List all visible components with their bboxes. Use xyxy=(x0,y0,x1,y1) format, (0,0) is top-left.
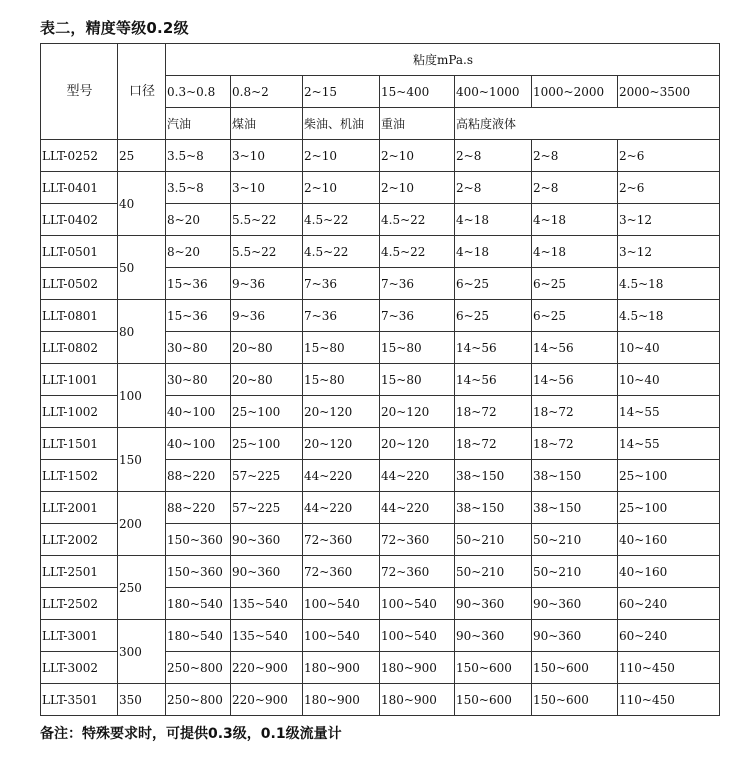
model-cell: LLT-1502 xyxy=(41,460,118,492)
flow-range-cell: 150~600 xyxy=(532,684,618,716)
flow-range-cell: 220~900 xyxy=(231,684,303,716)
table-row xyxy=(41,364,720,396)
flow-range-cell: 20~120 xyxy=(380,428,455,460)
flow-range-cell: 25~100 xyxy=(231,396,303,428)
flow-range-cell: 14~56 xyxy=(532,364,618,396)
table-row xyxy=(41,236,720,268)
viscosity-range: 15~400 xyxy=(380,76,455,108)
flow-range-cell: 4.5~18 xyxy=(618,268,720,300)
viscosity-range: 1000~2000 xyxy=(532,76,618,108)
flow-range-cell: 6~25 xyxy=(532,268,618,300)
model-cell: LLT-2002 xyxy=(41,524,118,556)
model-cell: LLT-1002 xyxy=(41,396,118,428)
viscosity-range: 2~15 xyxy=(303,76,380,108)
table-row xyxy=(41,428,720,460)
flow-range-cell: 2~10 xyxy=(303,140,380,172)
flow-range-cell: 8~20 xyxy=(166,204,231,236)
table-row xyxy=(41,556,720,588)
flow-range-cell: 2~8 xyxy=(532,140,618,172)
caliber-cell: 40 xyxy=(118,172,166,236)
flow-range-cell: 250~800 xyxy=(166,652,231,684)
caliber-cell: 350 xyxy=(118,684,166,716)
flow-range-cell: 3~12 xyxy=(618,204,720,236)
flow-range-cell: 15~36 xyxy=(166,300,231,332)
flow-range-cell: 20~120 xyxy=(303,428,380,460)
flow-range-cell: 150~600 xyxy=(455,652,532,684)
caliber-cell: 25 xyxy=(118,140,166,172)
model-cell: LLT-0501 xyxy=(41,236,118,268)
flow-range-cell: 180~540 xyxy=(166,620,231,652)
flow-range-cell: 18~72 xyxy=(532,396,618,428)
flow-range-cell: 14~55 xyxy=(618,396,720,428)
flow-range-cell: 90~360 xyxy=(231,556,303,588)
flow-range-cell: 60~240 xyxy=(618,620,720,652)
flow-range-cell: 4.5~22 xyxy=(303,236,380,268)
flow-range-cell: 15~36 xyxy=(166,268,231,300)
flow-range-cell: 88~220 xyxy=(166,492,231,524)
viscosity-range: 0.8~2 xyxy=(231,76,303,108)
flow-range-cell: 38~150 xyxy=(455,492,532,524)
flow-range-cell: 2~6 xyxy=(618,172,720,204)
flow-range-cell: 100~540 xyxy=(303,620,380,652)
flow-range-cell: 180~900 xyxy=(380,652,455,684)
flow-range-cell: 4~18 xyxy=(532,236,618,268)
model-cell: LLT-0801 xyxy=(41,300,118,332)
flow-range-cell: 3~10 xyxy=(231,172,303,204)
flow-range-cell: 25~100 xyxy=(618,492,720,524)
flow-range-cell: 110~450 xyxy=(618,684,720,716)
flow-range-cell: 25~100 xyxy=(618,460,720,492)
flow-range-cell: 2~8 xyxy=(532,172,618,204)
caliber-cell: 80 xyxy=(118,300,166,364)
flow-range-cell: 6~25 xyxy=(455,268,532,300)
flowmeter-spec-table xyxy=(40,43,720,716)
flow-range-cell: 14~55 xyxy=(618,428,720,460)
flow-range-cell: 40~160 xyxy=(618,556,720,588)
flow-range-cell: 57~225 xyxy=(231,460,303,492)
caliber-cell: 300 xyxy=(118,620,166,684)
flow-range-cell: 150~600 xyxy=(455,684,532,716)
flow-range-cell: 90~360 xyxy=(532,588,618,620)
flow-range-cell: 2~10 xyxy=(303,172,380,204)
medium-label: 煤油 xyxy=(231,108,303,140)
model-cell: LLT-0502 xyxy=(41,268,118,300)
flow-range-cell: 40~160 xyxy=(618,524,720,556)
flow-range-cell: 5.5~22 xyxy=(231,236,303,268)
flow-range-cell: 88~220 xyxy=(166,460,231,492)
flow-range-cell: 20~80 xyxy=(231,332,303,364)
table-row xyxy=(41,172,720,204)
flow-range-cell: 2~8 xyxy=(455,140,532,172)
flow-range-cell: 150~360 xyxy=(166,524,231,556)
flow-range-cell: 3~12 xyxy=(618,236,720,268)
flow-range-cell: 18~72 xyxy=(532,428,618,460)
flow-range-cell: 10~40 xyxy=(618,364,720,396)
flow-range-cell: 3.5~8 xyxy=(166,172,231,204)
model-cell: LLT-1001 xyxy=(41,364,118,396)
flow-range-cell: 90~360 xyxy=(455,588,532,620)
model-cell: LLT-3501 xyxy=(41,684,118,716)
viscosity-range: 2000~3500 xyxy=(618,76,720,108)
flow-range-cell: 100~540 xyxy=(380,620,455,652)
flow-range-cell: 57~225 xyxy=(231,492,303,524)
flow-range-cell: 50~210 xyxy=(532,524,618,556)
flow-range-cell: 5.5~22 xyxy=(231,204,303,236)
model-cell: LLT-0252 xyxy=(41,140,118,172)
flow-range-cell: 50~210 xyxy=(532,556,618,588)
flow-range-cell: 25~100 xyxy=(231,428,303,460)
model-cell: LLT-2001 xyxy=(41,492,118,524)
flow-range-cell: 72~360 xyxy=(303,524,380,556)
flow-range-cell: 150~600 xyxy=(532,652,618,684)
model-cell: LLT-3001 xyxy=(41,620,118,652)
model-cell: LLT-0401 xyxy=(41,172,118,204)
flow-range-cell: 38~150 xyxy=(455,460,532,492)
caliber-cell: 250 xyxy=(118,556,166,620)
flow-range-cell: 18~72 xyxy=(455,396,532,428)
caliber-cell: 200 xyxy=(118,492,166,556)
flow-range-cell: 72~360 xyxy=(380,556,455,588)
footnote: 备注：特殊要求时，可提供0.3级，0.1级流量计 xyxy=(40,726,342,742)
flow-range-cell: 180~900 xyxy=(380,684,455,716)
flow-range-cell: 18~72 xyxy=(455,428,532,460)
flow-range-cell: 4.5~18 xyxy=(618,300,720,332)
flow-range-cell: 2~10 xyxy=(380,140,455,172)
flow-range-cell: 135~540 xyxy=(231,588,303,620)
model-cell: LLT-1501 xyxy=(41,428,118,460)
flow-range-cell: 110~450 xyxy=(618,652,720,684)
header-viscosity: 粘度mPa.s xyxy=(166,44,720,76)
medium-label: 汽油 xyxy=(166,108,231,140)
flow-range-cell: 30~80 xyxy=(166,332,231,364)
flow-range-cell: 14~56 xyxy=(455,364,532,396)
header-caliber: 口径 xyxy=(118,44,166,140)
flow-range-cell: 220~900 xyxy=(231,652,303,684)
flow-range-cell: 150~360 xyxy=(166,556,231,588)
flow-range-cell: 50~210 xyxy=(455,524,532,556)
flow-range-cell: 2~6 xyxy=(618,140,720,172)
flow-range-cell: 40~100 xyxy=(166,428,231,460)
flow-range-cell: 4~18 xyxy=(455,236,532,268)
table-row xyxy=(41,620,720,652)
flow-range-cell: 9~36 xyxy=(231,268,303,300)
model-cell: LLT-0802 xyxy=(41,332,118,364)
flow-range-cell: 3.5~8 xyxy=(166,140,231,172)
caliber-cell: 100 xyxy=(118,364,166,428)
flow-range-cell: 10~40 xyxy=(618,332,720,364)
viscosity-range: 400~1000 xyxy=(455,76,532,108)
medium-label: 柴油、机油 xyxy=(303,108,380,140)
flow-range-cell: 15~80 xyxy=(303,332,380,364)
table-row xyxy=(41,492,720,524)
flow-range-cell: 15~80 xyxy=(380,332,455,364)
flow-range-cell: 6~25 xyxy=(455,300,532,332)
flow-range-cell: 4.5~22 xyxy=(380,204,455,236)
flow-range-cell: 60~240 xyxy=(618,588,720,620)
flow-range-cell: 6~25 xyxy=(532,300,618,332)
flow-range-cell: 20~80 xyxy=(231,364,303,396)
flow-range-cell: 50~210 xyxy=(455,556,532,588)
flow-range-cell: 20~120 xyxy=(303,396,380,428)
flow-range-cell: 7~36 xyxy=(303,268,380,300)
flow-range-cell: 30~80 xyxy=(166,364,231,396)
flow-range-cell: 7~36 xyxy=(380,268,455,300)
flow-range-cell: 9~36 xyxy=(231,300,303,332)
flow-range-cell: 20~120 xyxy=(380,396,455,428)
flow-range-cell: 90~360 xyxy=(231,524,303,556)
flow-range-cell: 44~220 xyxy=(303,492,380,524)
model-cell: LLT-3002 xyxy=(41,652,118,684)
flow-range-cell: 250~800 xyxy=(166,684,231,716)
header-model: 型号 xyxy=(41,44,118,140)
flow-range-cell: 90~360 xyxy=(455,620,532,652)
table-row xyxy=(41,140,720,172)
flow-range-cell: 44~220 xyxy=(380,492,455,524)
flow-range-cell: 4~18 xyxy=(455,204,532,236)
caliber-cell: 150 xyxy=(118,428,166,492)
flow-range-cell: 15~80 xyxy=(303,364,380,396)
flow-range-cell: 4.5~22 xyxy=(303,204,380,236)
flow-range-cell: 2~10 xyxy=(380,172,455,204)
flow-range-cell: 38~150 xyxy=(532,460,618,492)
model-cell: LLT-0402 xyxy=(41,204,118,236)
medium-label: 重油 xyxy=(380,108,455,140)
flow-range-cell: 44~220 xyxy=(303,460,380,492)
flow-range-cell: 72~360 xyxy=(303,556,380,588)
model-cell: LLT-2501 xyxy=(41,556,118,588)
flow-range-cell: 4.5~22 xyxy=(380,236,455,268)
medium-label: 高粘度液体 xyxy=(455,108,720,140)
flow-range-cell: 100~540 xyxy=(303,588,380,620)
flow-range-cell: 44~220 xyxy=(380,460,455,492)
table-caption: 表二，精度等级0.2级 xyxy=(40,19,189,37)
flow-range-cell: 4~18 xyxy=(532,204,618,236)
flow-range-cell: 38~150 xyxy=(532,492,618,524)
flow-range-cell: 8~20 xyxy=(166,236,231,268)
flow-range-cell: 7~36 xyxy=(380,300,455,332)
flow-range-cell: 135~540 xyxy=(231,620,303,652)
model-cell: LLT-2502 xyxy=(41,588,118,620)
caliber-cell: 50 xyxy=(118,236,166,300)
flow-range-cell: 14~56 xyxy=(532,332,618,364)
flow-range-cell: 2~8 xyxy=(455,172,532,204)
flow-range-cell: 7~36 xyxy=(303,300,380,332)
flow-range-cell: 15~80 xyxy=(380,364,455,396)
flow-range-cell: 100~540 xyxy=(380,588,455,620)
table-row xyxy=(41,300,720,332)
flow-range-cell: 180~900 xyxy=(303,652,380,684)
flow-range-cell: 40~100 xyxy=(166,396,231,428)
viscosity-range: 0.3~0.8 xyxy=(166,76,231,108)
table-row xyxy=(41,684,720,716)
flow-range-cell: 180~900 xyxy=(303,684,380,716)
flow-range-cell: 72~360 xyxy=(380,524,455,556)
flow-range-cell: 3~10 xyxy=(231,140,303,172)
flow-range-cell: 90~360 xyxy=(532,620,618,652)
flow-range-cell: 14~56 xyxy=(455,332,532,364)
flow-range-cell: 180~540 xyxy=(166,588,231,620)
